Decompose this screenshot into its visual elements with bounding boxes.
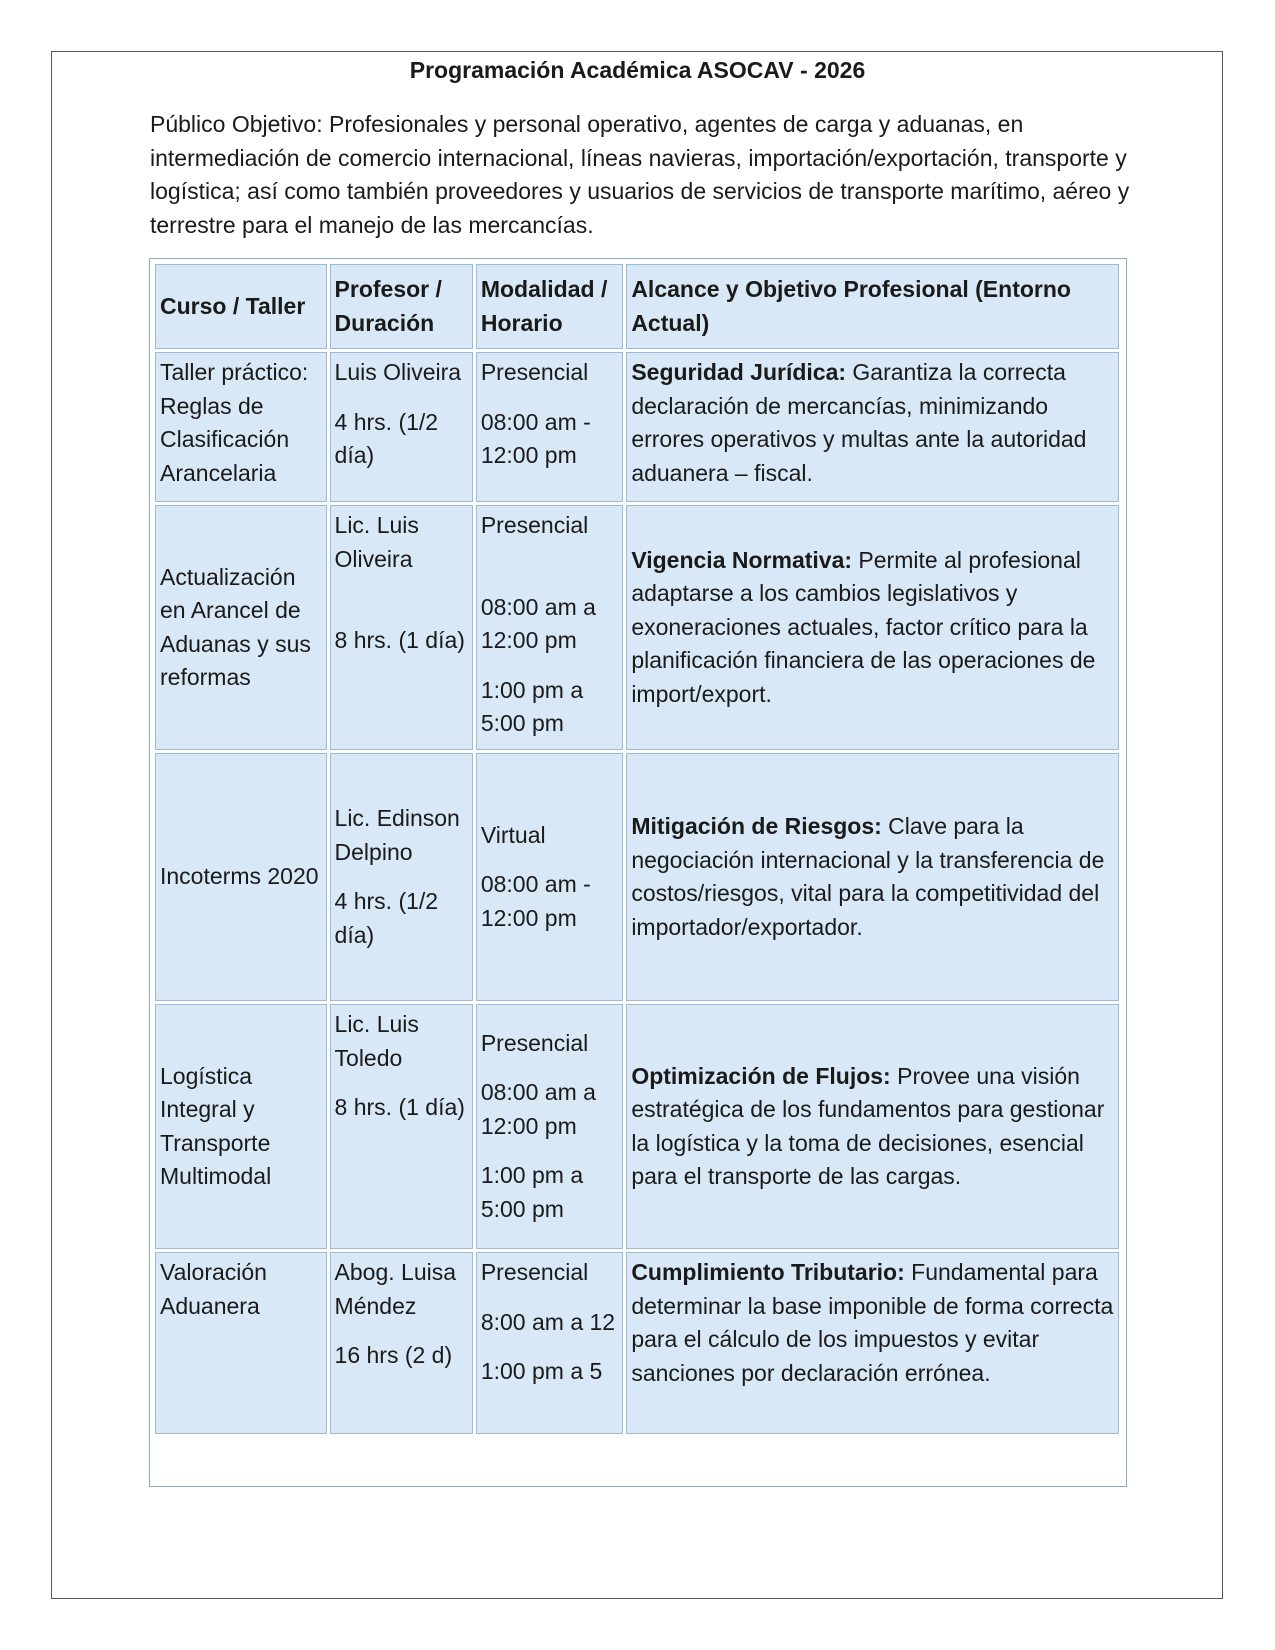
header-course: Curso / Taller (155, 264, 327, 349)
modality-label: Presencial (480, 512, 589, 538)
table-row (155, 753, 1119, 1001)
professor-name: Lic. Edinson Delpino (334, 805, 460, 865)
table-row (155, 1004, 1119, 1249)
objective-cell (626, 352, 1119, 502)
professor-name: Lic. Luis Toledo (334, 1011, 419, 1071)
course-duration: 8 hrs. (1 día) (334, 1094, 465, 1120)
professor-name: Abog. Luisa Méndez (334, 1259, 457, 1319)
schedule-line: 08:00 am - 12:00 pm (480, 408, 591, 468)
modality-cell (476, 1004, 623, 1249)
objective-title: Cumplimiento Tributario: (631, 1259, 905, 1285)
course-cell: Actualización en Arancel de Aduanas y sus reformas (155, 505, 327, 750)
schedule-line: 08:00 am a 12:00 pm (480, 593, 596, 653)
modality-label: Virtual (480, 821, 546, 848)
objective-title: Mitigación de Riesgos: (631, 813, 882, 839)
schedule-line: 1:00 pm a 5:00 pm (480, 676, 584, 736)
modality-cell (476, 1252, 623, 1434)
course-table-container (149, 258, 1127, 1487)
objective-cell (626, 1252, 1119, 1434)
course-cell: Logística Integral y Transporte Multimodal (155, 1004, 327, 1249)
professor-name: Lic. Luis Oliveira (334, 512, 419, 572)
objective-title: Seguridad Jurídica: (631, 359, 847, 385)
header-professor: Profesor / Duración (330, 264, 473, 349)
modality-label: Presencial (480, 1259, 589, 1285)
header-objective: Alcance y Objetivo Profesional (Entorno Actual) (626, 264, 1119, 349)
objective-cell (626, 753, 1119, 1001)
header-modality: Modalidad / Horario (476, 264, 623, 349)
modality-cell (476, 352, 623, 502)
professor-cell (330, 352, 473, 502)
course-duration: 4 hrs. (1/2 día) (334, 888, 439, 948)
objective-text: Permite al profesional adaptarse a los cambios legislativos y exoneraciones actuales, factor crítico para la planificación financiera de las operaciones de import/export. (631, 546, 1096, 707)
objective-text: Clave para la negociación internacional y la transferencia de costos/riesgos, vital para la competitividad del importador/exportador. (631, 813, 1105, 940)
objective-title: Optimización de Flujos: (631, 1062, 891, 1089)
document-title: Programación Académica ASOCAV - 2026 (409, 57, 866, 83)
schedule-line: 1:00 pm a 5 (480, 1358, 603, 1384)
table-row (155, 505, 1119, 750)
objective-title: Vigencia Normativa: (631, 546, 853, 573)
professor-cell (330, 1004, 473, 1249)
course-duration: 16 hrs (2 d) (334, 1342, 453, 1368)
modality-label: Presencial (480, 359, 589, 385)
modality-cell (476, 505, 623, 750)
professor-name: Luis Oliveira (334, 359, 462, 385)
objective-text: Garantiza la correcta declaración de mercancías, minimizando errores operativos y multas ante la autoridad aduanera – fiscal. (631, 359, 1087, 486)
modality-cell (476, 753, 623, 1001)
objective-text: Fundamental para determinar la base imponible de forma correcta para el cálculo de los impuestos y evitar sanciones por declaración errónea. (631, 1259, 1114, 1386)
course-duration: 8 hrs. (1 día) (334, 627, 465, 653)
course-duration: 4 hrs. (1/2 día) (334, 408, 439, 468)
course-cell: Incoterms 2020 (155, 753, 327, 1001)
table-header-row (155, 264, 1119, 349)
table-row (155, 352, 1119, 502)
course-cell: Taller práctico: Reglas de Clasificación Arancelaria (155, 352, 327, 502)
schedule-line: 8:00 am a 12 (480, 1308, 616, 1335)
course-cell: Valoración Aduanera (155, 1252, 327, 1434)
objective-text: Provee una visión estratégica de los fundamentos para gestionar la logística y la toma de decisiones, esencial para el transporte de las cargas. (631, 1062, 1105, 1189)
course-table (152, 261, 1122, 1437)
schedule-line: 1:00 pm a 5:00 pm (480, 1162, 584, 1222)
schedule-line: 08:00 am a 12:00 pm (480, 1079, 596, 1139)
table-row (155, 1252, 1119, 1434)
schedule-line: 08:00 am - 12:00 pm (480, 871, 591, 931)
professor-cell (330, 753, 473, 1001)
professor-cell (330, 1252, 473, 1434)
objective-cell (626, 505, 1119, 750)
professor-cell (330, 505, 473, 750)
objective-cell (626, 1004, 1119, 1249)
target-audience-paragraph: Público Objetivo: Profesionales y personal operativo, agentes de carga y aduanas, en intermediación de comercio internacional, líneas navieras, importación/exportación, transporte y logística; así como también proveedores y usuarios de servicios de transporte marítimo, aéreo y terrestre para el manejo de las mercancías. (150, 111, 1130, 238)
modality-label: Presencial (480, 1029, 589, 1056)
